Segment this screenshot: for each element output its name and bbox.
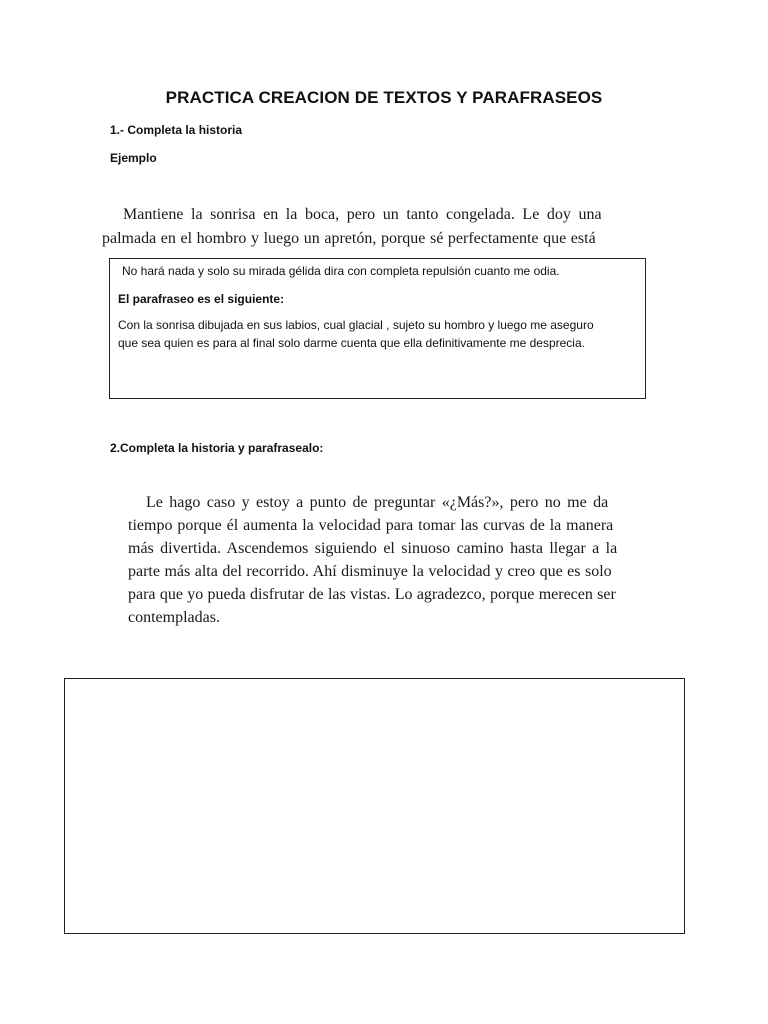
section-1-heading: 1.- Completa la historia xyxy=(110,123,243,137)
story-line: parte más alta del recorrido. Ahí disminuye la velocidad y creo que es solo xyxy=(128,563,612,580)
story-line: palmada en el hombro y luego un apretón, porque sé perfectamente que está xyxy=(102,230,596,247)
story-line: Mantiene la sonrisa en la boca, pero un tanto congelada. Le doy una xyxy=(123,206,602,223)
paraphrase-label: El parafraseo es el siguiente: xyxy=(118,292,285,306)
paraphrase-line: Con la sonrisa dibujada en sus labios, cual glacial , sujeto su hombro y luego me aseguro xyxy=(118,318,594,332)
story-line: más divertida. Ascendemos siguiendo el sinuoso camino hasta llegar a la xyxy=(128,540,618,557)
story-line: contempladas. xyxy=(128,609,220,626)
exercise-answer-box[interactable] xyxy=(64,678,685,934)
section-2-heading: 2.Completa la historia y parafrasealo: xyxy=(110,441,324,455)
story-line: tiempo porque él aumenta la velocidad para tomar las curvas de la manera xyxy=(128,517,614,534)
paraphrase-line: que sea quien es para al final solo darme cuenta que ella definitivamente me desprecia. xyxy=(118,336,585,350)
example-answer-box xyxy=(109,258,646,399)
story-line: Le hago caso y estoy a punto de preguntar «¿Más?», pero no me da xyxy=(146,494,609,511)
page-title: PRACTICA CREACION DE TEXTOS Y PARAFRASEOS xyxy=(165,88,603,107)
example-completion-text: No hará nada y solo su mirada gélida dira con completa repulsión cuanto me odia. xyxy=(122,264,560,278)
story-line: para que yo pueda disfrutar de las vistas. Lo agradezco, porque merecen ser xyxy=(128,586,616,603)
example-label: Ejemplo xyxy=(110,151,157,165)
